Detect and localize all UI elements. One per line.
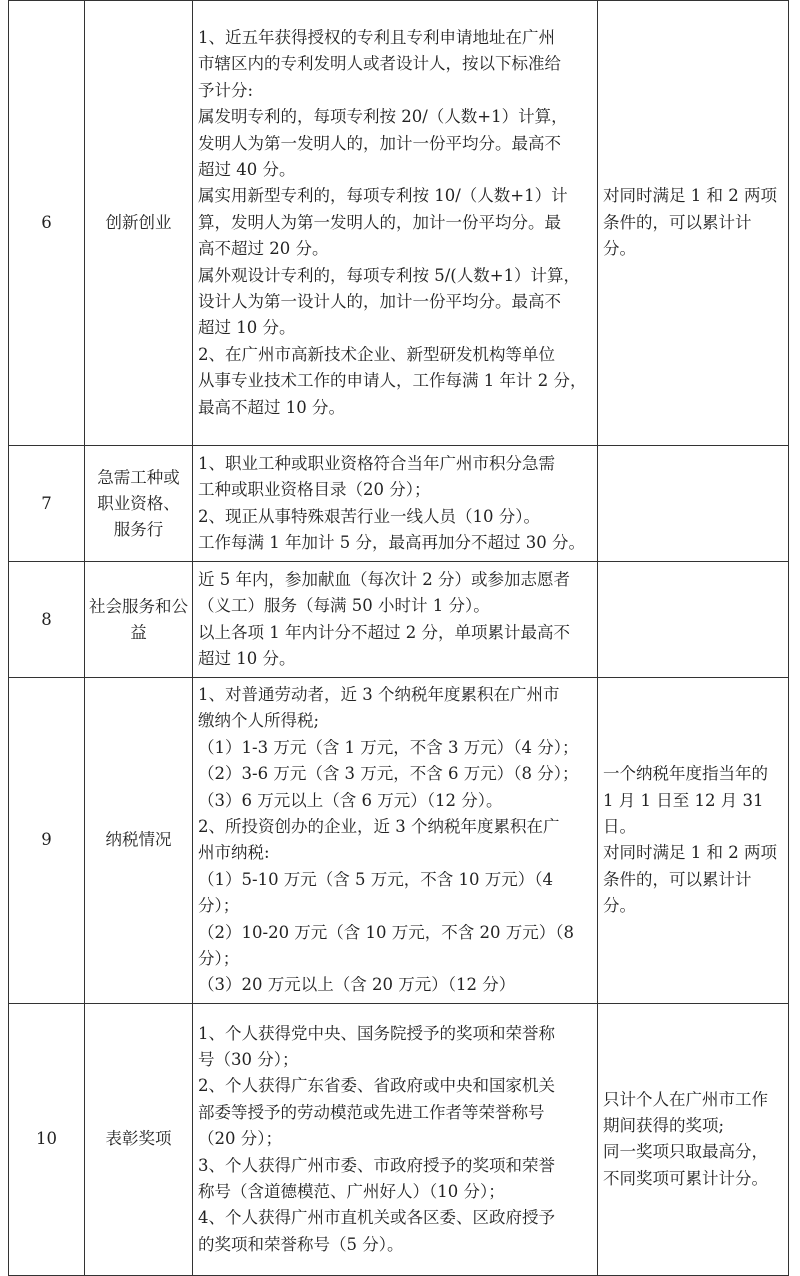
standard-line: 州市纳税:: [198, 843, 270, 863]
standard-line: 2、所投资创办的企业，近 3 个纳税年度累积在广: [198, 817, 560, 837]
standard-line: 以上各项 1 年内计分不超过 2 分，单项累计最高不: [198, 622, 570, 642]
standard-line: 属实用新型专利的，每项专利按 10/（人数+1）计: [198, 186, 568, 206]
scoring-standard: [193, 1, 598, 446]
standard-line: 超过 40 分。: [198, 159, 296, 179]
standard-line: 最高不超过 10 分。: [198, 397, 345, 417]
standard-line: 属外观设计专利的，每项专利按 5/(人数+1）计算，: [198, 265, 581, 285]
item-number: 9: [9, 678, 85, 1004]
standard-line: 超过 10 分。: [198, 648, 296, 668]
item-category: 创新创业: [85, 1, 193, 446]
standard-line: 发明人为第一发明人的，加计一份平均分。最高不: [198, 133, 561, 153]
table-row: [9, 678, 789, 1004]
standard-line: （2）3-6 万元（含 3 万元，不含 6 万元）（8 分）；: [198, 764, 579, 784]
standard-line: 1、近五年获得授权的专利且专利申请地址在广州: [198, 27, 555, 47]
points-table-body: [9, 1, 789, 1276]
standard-line: 算，发明人为第一发明人的，加计一份平均分。最: [198, 212, 561, 232]
standard-line: 2、现正从事特殊艰苦行业一线人员（10 分）。: [198, 506, 540, 526]
standard-line: 1、职业工种或职业资格符合当年广州市积分急需: [198, 453, 555, 473]
remark-line: 同一奖项只取最高分，: [603, 1142, 768, 1162]
standard-line: （3）20 万元以上（含 20 万元）（12 分）: [198, 975, 516, 995]
table-row: [9, 562, 789, 678]
item-category: [85, 446, 193, 562]
table-row: [9, 446, 789, 562]
scoring-standard: [193, 678, 598, 1004]
remark-line: 对同时满足 1 和 2 两项: [603, 843, 777, 863]
standard-line: 属发明专利的，每项专利按 20/（人数+1）计算，: [198, 107, 568, 127]
standard-line: 市辖区内的专利发明人或者设计人，按以下标准给: [198, 54, 561, 74]
remarks: [598, 1, 789, 446]
item-number: 7: [9, 446, 85, 562]
remark-line: 条件的，可以累计计分。: [603, 869, 752, 916]
standard-line: 予计分:: [198, 80, 254, 100]
category-line: 益: [130, 622, 147, 642]
standard-line: 2、在广州市高新技术企业、新型研发机构等单位: [198, 344, 555, 364]
item-category: 表彰奖项: [85, 1003, 193, 1275]
table-row: [9, 1003, 789, 1275]
remarks: [598, 1003, 789, 1275]
standard-line: 称号（含道德模范、广州好人）（10 分）；: [198, 1181, 505, 1201]
remarks: [598, 678, 789, 1004]
standard-line: 的奖项和荣誉称号（5 分）。: [198, 1234, 404, 1254]
standard-line: （20 分）；: [198, 1129, 282, 1149]
standard-line: （1）5-10 万元（含 5 万元，不含 10 万元）（4 分）；: [198, 869, 559, 916]
standard-line: 从事专业技术工作的申请人，工作每满 1 年计 2 分，: [198, 371, 587, 391]
item-category: [85, 562, 193, 678]
remark-line: 一个纳税年度指当年的: [603, 764, 768, 784]
standard-line: 分）；: [198, 949, 240, 969]
scoring-standard: [193, 562, 598, 678]
standard-line: 号（30 分）；: [198, 1049, 299, 1069]
standard-line: （义工）服务（每满 50 小时计 1 分）。: [198, 596, 490, 616]
standard-line: 工作每满 1 年加计 5 分，最高再加分不超过 30 分。: [198, 532, 585, 552]
standard-line: 高不超过 20 分。: [198, 239, 329, 259]
standard-line: （2）10-20 万元（含 10 万元，不含 20 万元）（8: [198, 922, 575, 942]
standard-line: 1、个人获得党中央、国务院授予的奖项和荣誉称: [198, 1023, 555, 1043]
item-category: 纳税情况: [85, 678, 193, 1004]
category-line: 职业资格、: [97, 493, 180, 513]
standard-line: 部委等授予的劳动模范或先进工作者等荣誉称号: [198, 1102, 545, 1122]
category-line: 急需工种或: [97, 467, 180, 487]
item-number: 8: [9, 562, 85, 678]
standard-line: 4、个人获得广州市直机关或各区委、区政府授予: [198, 1208, 555, 1228]
category-line: 社会服务和公: [89, 596, 188, 616]
standard-line: 近 5 年内，参加献血（每次计 2 分）或参加志愿者: [198, 569, 570, 589]
standard-line: （3）6 万元以上（含 6 万元）（12 分）。: [198, 790, 503, 810]
standard-line: 缴纳个人所得税;: [198, 711, 320, 731]
remark-line: 期间获得的奖项;: [603, 1115, 725, 1135]
remark-line: 只计个人在广州市工作: [603, 1089, 768, 1109]
standard-line: 设计人为第一设计人的，加计一份平均分。最高不: [198, 292, 561, 312]
remarks: [598, 562, 789, 678]
standard-line: （1）1-3 万元（含 1 万元，不含 3 万元）（4 分）；: [198, 737, 579, 757]
remark-line: 不同奖项可累计计分。: [603, 1168, 768, 1188]
item-number: 6: [9, 1, 85, 446]
standard-line: 超过 10 分。: [198, 318, 296, 338]
remarks: [598, 446, 789, 562]
table-row: [9, 1, 789, 446]
standard-line: 3、个人获得广州市委、市政府授予的奖项和荣誉: [198, 1155, 555, 1175]
item-number: 10: [9, 1003, 85, 1275]
scoring-standard: [193, 446, 598, 562]
standard-line: 1、对普通劳动者，近 3 个纳税年度累积在广州市: [198, 685, 560, 704]
scoring-standard: [193, 1003, 598, 1275]
remark-line: 1 月 1 日至 12 月 31 日。: [603, 790, 769, 837]
standard-line: 工种或职业资格目录（20 分）；: [198, 480, 431, 500]
remark-line: 对同时满足 1 和 2 两项: [603, 186, 777, 206]
category-line: 服务行: [113, 519, 164, 539]
standard-line: 2、个人获得广东省委、省政府或中央和国家机关: [198, 1076, 555, 1096]
remark-line: 条件的，可以累计计分。: [603, 212, 752, 259]
points-table: [8, 0, 789, 1276]
